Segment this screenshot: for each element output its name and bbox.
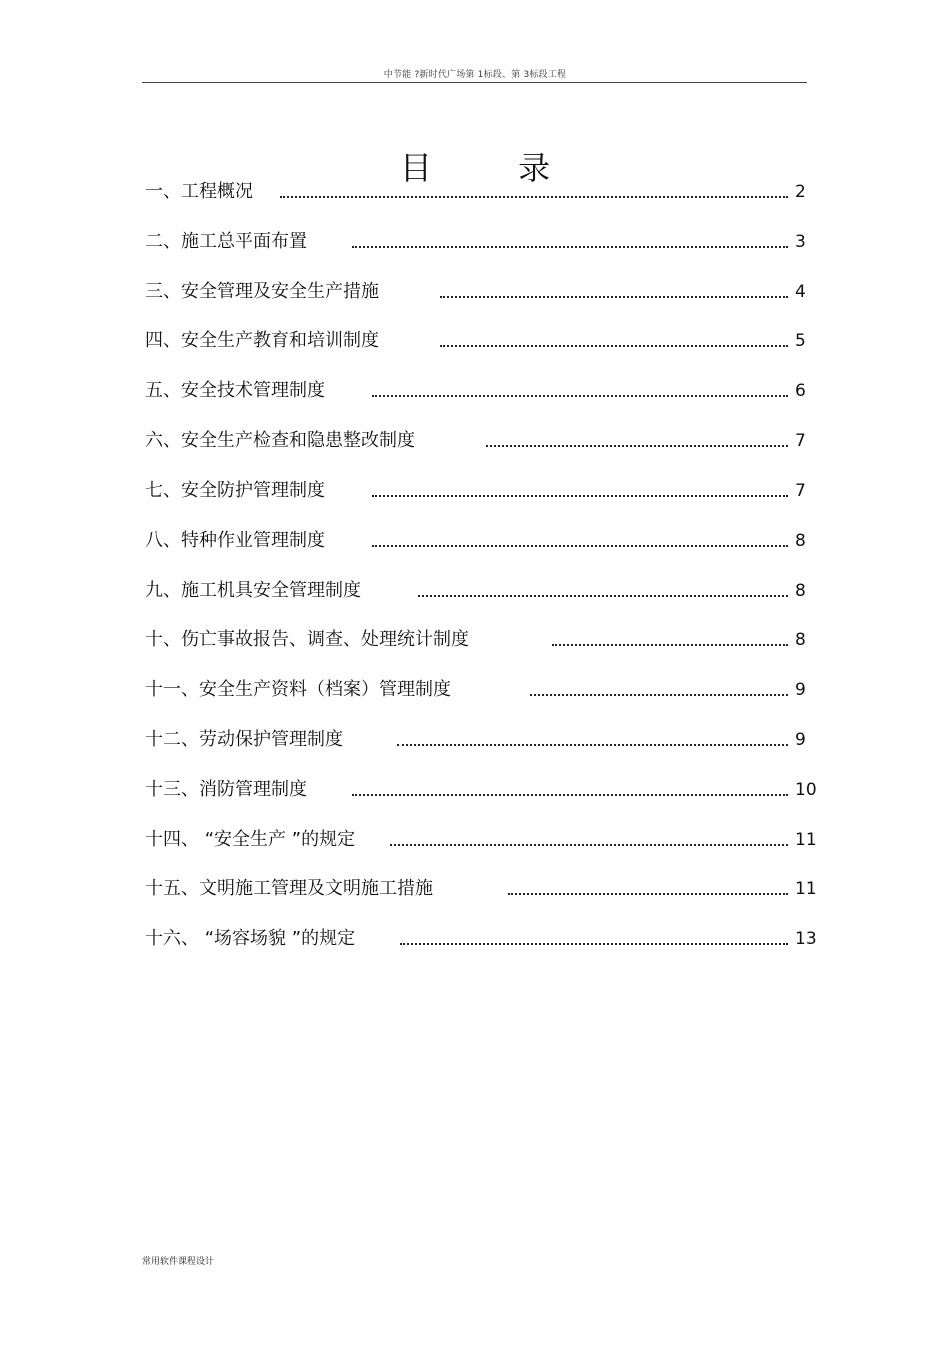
toc-entry-label: 五、安全技术管理制度 [145, 380, 325, 401]
toc-entry-page: 2 [795, 182, 806, 202]
toc-entry[interactable] [0, 279, 950, 305]
toc-entry[interactable] [0, 677, 950, 703]
toc-entry[interactable] [0, 229, 950, 255]
toc-leader-dots [530, 684, 788, 696]
toc-leader-dots [372, 485, 788, 497]
toc-entry[interactable] [0, 827, 950, 853]
toc-entry-page: 8 [795, 531, 806, 551]
toc-entry[interactable] [0, 528, 950, 554]
toc-entry[interactable] [0, 627, 950, 653]
toc-entry-page: 13 [795, 929, 817, 949]
toc-entry-page: 7 [795, 481, 806, 501]
toc-leader-dots [552, 634, 788, 646]
toc-entry-label: 十六、 “场容场貌 ”的规定 [145, 928, 356, 949]
toc-leader-dots [486, 435, 788, 447]
toc-entry-label: 七、安全防护管理制度 [145, 480, 325, 501]
toc-entry-label: 二、施工总平面布置 [145, 231, 307, 252]
toc-entry-label: 三、安全管理及安全生产措施 [145, 281, 379, 302]
toc-entry-label: 十四、 “安全生产 ”的规定 [145, 829, 356, 850]
toc-entry-page: 8 [795, 630, 806, 650]
toc-entry-label: 四、安全生产教育和培训制度 [145, 330, 379, 351]
toc-leader-dots [400, 933, 788, 945]
toc-leader-dots [372, 385, 788, 397]
toc-entry[interactable] [0, 777, 950, 803]
toc-entry-page: 8 [795, 581, 806, 601]
toc-leader-dots [280, 186, 788, 198]
toc-entry-page: 4 [795, 282, 806, 302]
toc-entry[interactable] [0, 428, 950, 454]
toc-leader-dots [440, 286, 788, 298]
toc-entry-label: 一、工程概况 [145, 181, 253, 202]
toc-leader-dots [397, 734, 788, 746]
toc-entry[interactable] [0, 478, 950, 504]
toc-entry-label: 十一、安全生产资料（档案）管理制度 [145, 679, 451, 700]
toc-leader-dots [372, 535, 788, 547]
page-footer: 常用软件课程设计 [142, 1257, 215, 1267]
toc-entry-label: 十二、劳动保护管理制度 [145, 729, 343, 750]
toc-entry-page: 11 [795, 830, 817, 850]
toc-entry-page: 5 [795, 331, 806, 351]
toc-entry-page: 6 [795, 381, 806, 401]
toc-entry[interactable] [0, 378, 950, 404]
toc-leader-dots [418, 585, 788, 597]
toc-leader-dots [508, 883, 788, 895]
toc-title: 目 录 [399, 149, 589, 188]
toc-entry[interactable] [0, 179, 950, 205]
toc-entry-page: 9 [795, 680, 806, 700]
toc-entry[interactable] [0, 727, 950, 753]
toc-entry[interactable] [0, 876, 950, 902]
toc-entry-label: 六、安全生产检查和隐患整改制度 [145, 430, 415, 451]
toc-entry-page: 9 [795, 730, 806, 750]
toc-entry[interactable] [0, 926, 950, 952]
toc-entry-page: 7 [795, 431, 806, 451]
toc-entry[interactable] [0, 328, 950, 354]
toc-leader-dots [352, 236, 788, 248]
toc-entry[interactable] [0, 578, 950, 604]
toc-leader-dots [352, 784, 788, 796]
toc-entry-label: 十五、文明施工管理及文明施工措施 [145, 878, 433, 899]
toc-entry-label: 十、伤亡事故报告、调查、处理统计制度 [145, 629, 469, 650]
toc-entry-page: 3 [795, 232, 806, 252]
toc-entry-page: 10 [795, 780, 817, 800]
toc-entry-label: 十三、消防管理制度 [145, 779, 307, 800]
toc-entry-label: 八、特种作业管理制度 [145, 530, 325, 551]
toc-leader-dots [390, 834, 788, 846]
running-header: 中节能 ?新时代广场第 1标段、第 3标段工程 [383, 70, 567, 80]
toc-entry-label: 九、施工机具安全管理制度 [145, 580, 361, 601]
toc-leader-dots [440, 335, 788, 347]
toc-entry-page: 11 [795, 879, 817, 899]
